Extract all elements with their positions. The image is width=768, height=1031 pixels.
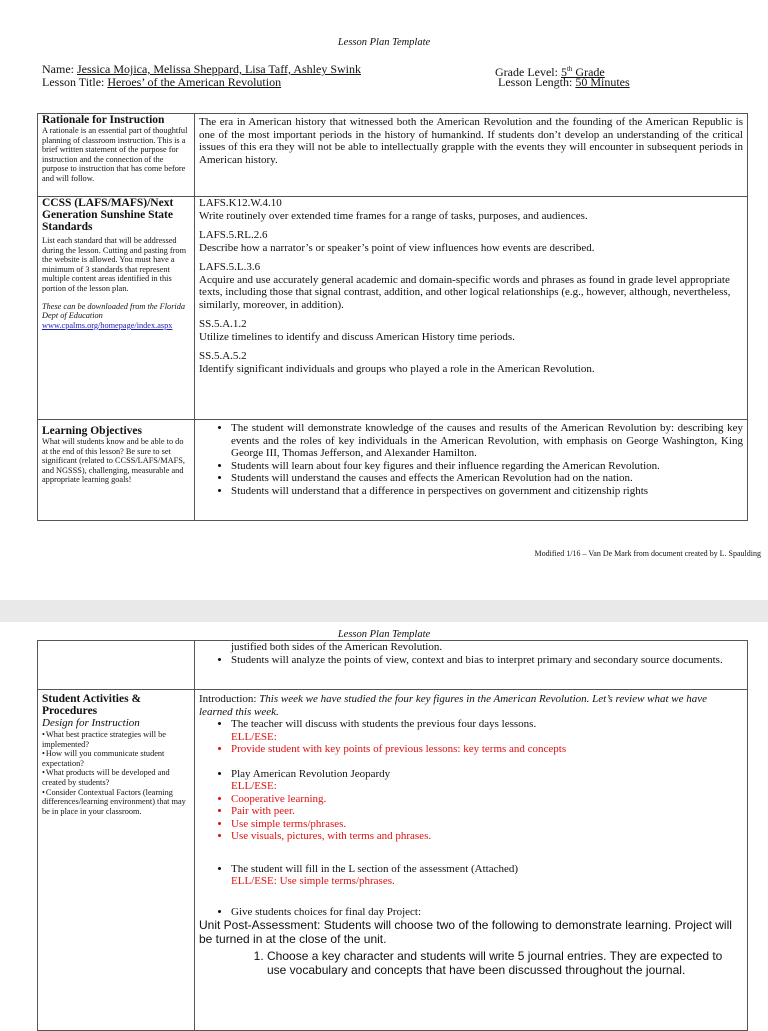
objectives-continued-list xyxy=(199,654,743,667)
project-option: 1. Choose a key character and students will write 5 journal entries. They are expected to use vocabulary and concepts that have been discussed throughout the journal. xyxy=(267,949,743,977)
standards-download-note: These can be downloaded from the Florida Dept of Education xyxy=(42,301,186,321)
lesson-plan-table-page-2 xyxy=(37,640,748,1031)
objective-item: • Students will understand the causes and effects the American Revolution had on the nation. xyxy=(231,472,743,485)
step-3-ell: ELL/ESE: Use simple terms/phrases. xyxy=(231,875,395,887)
step-2-ell-list xyxy=(199,793,743,843)
lesson-title-value: Heroes’ of the American Revolution xyxy=(107,75,282,89)
grade-word: Grade xyxy=(575,65,605,79)
ell-item: • Cooperative learning. xyxy=(231,793,743,806)
standard-text: Write routinely over extended time frames for a range of tasks, purposes, and audiences. xyxy=(199,209,588,222)
project-options-list xyxy=(199,949,743,977)
ell-item: • Use simple terms/phrases. xyxy=(231,818,743,831)
rationale-row xyxy=(38,114,748,197)
objectives-description: What will students know and be able to do at the end of this lesson? Be sure to set significant (related to CCSS/LAFS/MAFS, and NGSSS), challenging, measurable and appropriate learning goals! xyxy=(42,437,185,485)
design-guidance-item: • What products will be developed and created by students? xyxy=(42,768,190,787)
standard-item xyxy=(199,261,743,311)
rationale-label-cell xyxy=(38,114,195,197)
introduction xyxy=(199,693,743,718)
objectives-label-cell xyxy=(38,420,195,521)
objectives-heading: Learning Objectives xyxy=(42,425,142,437)
standards-heading: CCSS (LAFS/MAFS)/Next Generation Sunshine State Standards xyxy=(42,197,174,233)
step-4-list xyxy=(199,906,743,919)
procedure-step: • The student will fill in the L section of the assessment (Attached) xyxy=(231,863,743,876)
activities-row xyxy=(38,690,748,1031)
objective-item: • Students will learn about four key figures and their influence regarding the American Revolution. xyxy=(231,460,743,473)
objective-item: • Students will analyze the points of view, context and bias to interpret primary and secondary source documents. xyxy=(231,654,743,667)
footer-note: Modified 1/16 – Van De Mark from document created by L. Spaulding xyxy=(534,549,761,558)
ell-item: • Use visuals, pictures, with terms and phrases. xyxy=(231,830,743,843)
lesson-title-label: Lesson Title: xyxy=(42,75,105,89)
objectives-continued-row xyxy=(38,641,748,690)
standard-code: LAFS.K12.W.4.10 xyxy=(199,197,282,209)
rationale-text: The era in American history that witnessed both the American Revolution and the founding of the American Republic is one of the most important periods in the history of humankind. If students don’t develop an understanding of the critical issues of this era they will not be able to intellectually grapple with the events they will encounter in subsequent periods in American history. xyxy=(199,116,743,166)
procedure-step: • The teacher will discuss with students the previous four days lessons. xyxy=(231,718,743,731)
procedure-step: • Give students choices for final day Project: xyxy=(231,906,743,919)
standard-code: LAFS.5.L.3.6 xyxy=(199,261,261,273)
introduction-label: Introduction: xyxy=(199,693,257,705)
standard-item xyxy=(199,318,743,343)
name-label: Name: xyxy=(42,62,74,76)
design-guidance-item: • Consider Contextual Factors (learning differences/learning environment) that may be in place in your classroom. xyxy=(42,788,190,817)
lesson-title-line xyxy=(42,75,281,89)
design-guidance-list xyxy=(42,730,190,816)
page-break xyxy=(0,600,768,622)
page-2 xyxy=(0,622,768,1024)
activities-label-cell xyxy=(38,690,195,1031)
standard-code: SS.5.A.5.2 xyxy=(199,350,247,362)
objective-item: • The student will demonstrate knowledge of the causes and results of the American Revolution by: describing key events and the roles of key individuals in the American Revolution, with emphasis on George Washington, King George III, Thomas Jefferson, and Alexander Hamilton. xyxy=(231,422,743,460)
objectives-row xyxy=(38,420,748,521)
activities-content-cell xyxy=(195,690,748,1031)
ell-label: ELL/ESE: xyxy=(231,730,277,743)
standards-row xyxy=(38,197,748,420)
design-label: Design for Instruction xyxy=(42,717,140,729)
ell-label: ELL/ESE: xyxy=(231,780,277,792)
objectives-continued-label-cell xyxy=(38,641,195,690)
length-value: 50 Minutes xyxy=(575,75,630,89)
standard-code: SS.5.A.1.2 xyxy=(199,318,247,330)
standard-code: LAFS.5.RL.2.6 xyxy=(199,229,268,241)
activities-heading: Student Activities & Procedures xyxy=(42,693,142,717)
objective-item: • Students will understand that a difference in perspectives on government and citizenship rights xyxy=(231,485,743,498)
length-label: Lesson Length: xyxy=(498,75,573,89)
ell-item: • Provide student with key points of previous lessons: key terms and concepts xyxy=(231,743,743,756)
rationale-description: A rationale is an essential part of thoughtful planning of classroom instruction. This is a brief written statement of the purpose for instruction and the connection of the purpose to instruction that has come before and will follow. xyxy=(42,126,188,183)
procedure-step: • Play American Revolution Jeopardy xyxy=(231,768,743,781)
page-title: Lesson Plan Template xyxy=(337,37,431,48)
lesson-plan-table-page-1 xyxy=(37,113,748,521)
standard-text: Utilize timelines to identify and discuss American History time periods. xyxy=(199,330,515,343)
grade-label: Grade Level: xyxy=(495,65,558,79)
objectives-content-cell xyxy=(195,420,748,521)
standard-item xyxy=(199,229,743,254)
name-line xyxy=(42,62,361,76)
lesson-length-line xyxy=(498,75,630,89)
name-value: Jessica Mojica, Melissa Sheppard, Lisa Taff, Ashley Swink xyxy=(77,62,362,76)
rationale-heading: Rationale for Instruction xyxy=(42,114,165,126)
design-guidance-item: • What best practice strategies will be implemented? xyxy=(42,730,190,749)
step-1-ell-list xyxy=(199,743,743,756)
step-3-list xyxy=(199,863,743,876)
design-guidance-item: • How will you communicate student expectation? xyxy=(42,749,190,768)
standard-item xyxy=(199,197,743,222)
step-1-list xyxy=(199,718,743,731)
step-2-list xyxy=(199,768,743,781)
post-assessment: Unit Post-Assessment: Students will choose two of the following to demonstrate learning. Project will be turned in at the close of the unit. xyxy=(199,918,732,946)
standard-item xyxy=(199,350,743,375)
standards-content-cell xyxy=(195,197,748,420)
rationale-content-cell xyxy=(195,114,748,197)
grade-suffix: th xyxy=(566,65,573,73)
introduction-text: This week we have studied the four key figures in the American Revolution. Let’s review what we have learned this week. xyxy=(199,693,708,718)
grade-number: 5 xyxy=(560,65,567,79)
objectives-continued-content-cell xyxy=(195,641,748,690)
page-title: Lesson Plan Template xyxy=(337,629,431,640)
ell-item: • Pair with peer. xyxy=(231,805,743,818)
standard-text: Identify significant individuals and groups who played a role in the American Revolution. xyxy=(199,362,595,375)
objectives-list xyxy=(199,422,743,497)
objective-continued-text: justified both sides of the American Revolution. xyxy=(231,641,443,653)
standard-text: Describe how a narrator’s or speaker’s point of view influences how events are described. xyxy=(199,241,595,254)
standards-label-cell xyxy=(38,197,195,420)
standard-text: Acquire and use accurately general academic and domain-specific words and phrases as found in grade level appropriate texts, including those that signal contrast, addition, and other logical relationships (e.g., however, although, nevertheless, similarly, moreover, in addition). xyxy=(199,273,731,311)
cpalms-link[interactable]: www.cpalms.org/homepage/index.aspx xyxy=(42,320,173,330)
standards-description: List each standard that will be addressed during the lesson. Cutting and pasting from the website is allowed. You must have a minimum of 3 standards that represent multiple content areas identified in this portion of the lesson plan. xyxy=(42,236,187,293)
